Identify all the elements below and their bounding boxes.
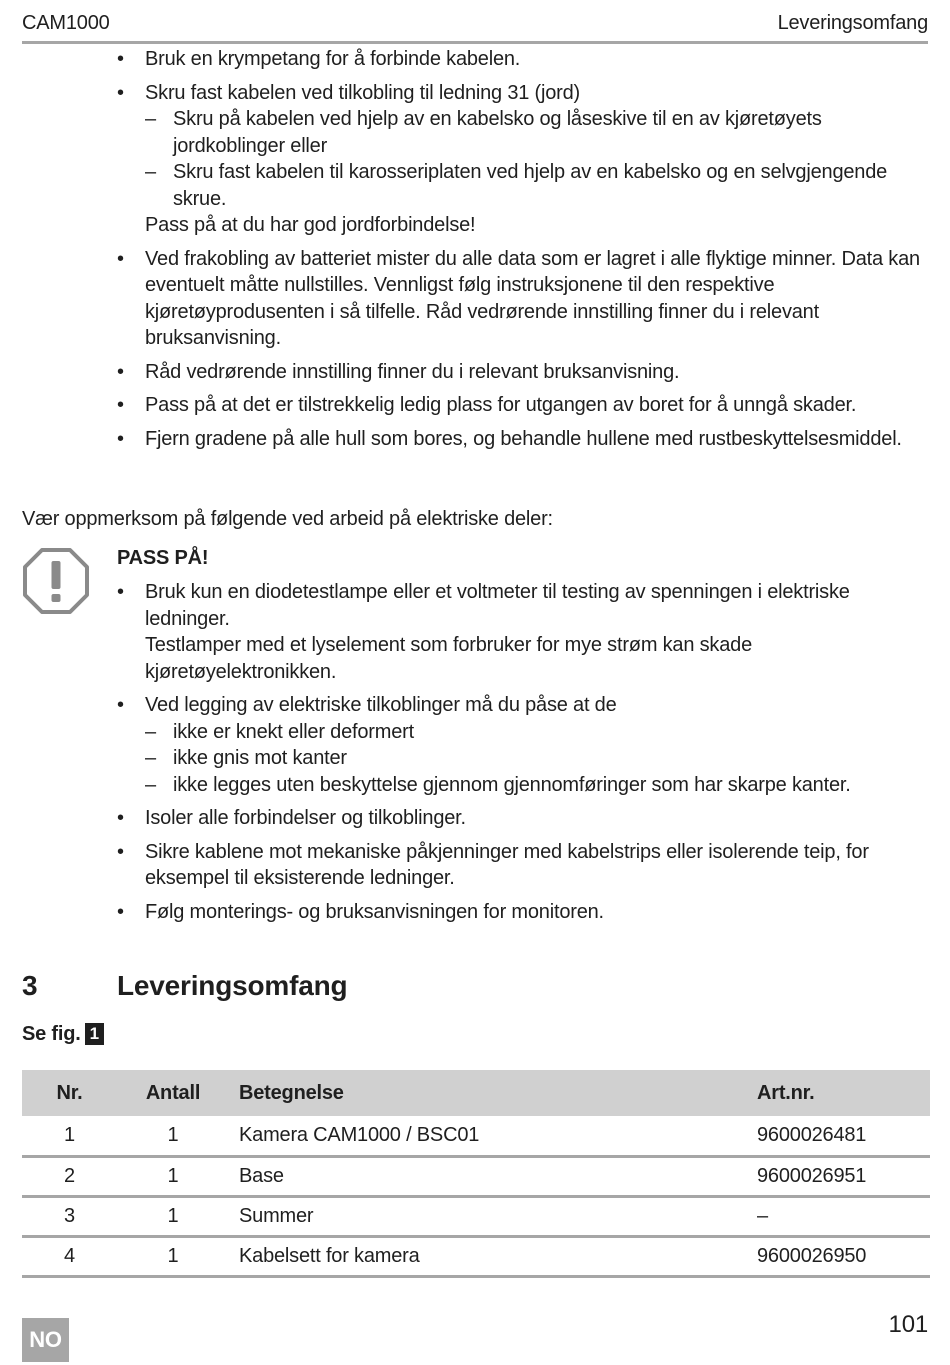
- list-item: [117, 359, 930, 386]
- cell-nr: 1: [22, 1116, 117, 1156]
- page-header: [22, 10, 928, 44]
- table-row: [22, 1236, 930, 1276]
- header-artnr: Art.nr.: [757, 1070, 930, 1116]
- cell-betegnelse: Summer: [229, 1196, 757, 1236]
- see-fig-label: Se fig.: [22, 1023, 81, 1045]
- list-item-text: Råd vedrørende innstilling finner du i relevant bruksanvisning.: [145, 360, 680, 383]
- list-item: [117, 692, 930, 798]
- list-item-note: Pass på at du har god jordforbindelse!: [145, 214, 476, 236]
- header-betegnelse: Betegnelse: [229, 1070, 757, 1116]
- scope-of-delivery-table: [22, 1070, 930, 1278]
- cell-antall: 1: [117, 1196, 229, 1236]
- sub-list: [145, 106, 930, 212]
- header-section: Leveringsomfang: [777, 12, 928, 34]
- list-item-text: Pass på at det er tilstrekkelig ledig plass for utgangen av boret for å unngå skader.: [145, 394, 857, 416]
- cell-antall: 1: [117, 1156, 229, 1196]
- cell-betegnelse: Kamera CAM1000 / BSC01: [229, 1116, 757, 1156]
- list-item-text: Ved frakobling av batteriet mister du alle data som er lagret i alle flyktige minner. Data kan eventuelt måtte nullstilles. Vennligst følg instruksjonene til den respektive kjøretøyprodusenten i så tilfelle. Råd vedrørende innstilling finner du i relevant bruksanvisning.: [145, 247, 920, 349]
- list-item-text: Fjern gradene på alle hull som bores, og behandle hullene med rustbeskyttelsesmiddel.: [145, 427, 902, 450]
- cell-antall: 1: [117, 1236, 229, 1276]
- list-item: [117, 46, 930, 73]
- list-item-text: Bruk en krympetang for å forbinde kabelen.: [145, 48, 521, 70]
- header-product: CAM1000: [22, 12, 110, 34]
- list-item: [117, 426, 930, 453]
- list-item-text: Ved legging av elektriske tilkoblinger må du påse at de: [145, 694, 617, 716]
- list-item: [117, 246, 930, 352]
- sub-list-item: – ikke legges uten beskyttelse gjennom gjennomføringer som har skarpe kanter.: [145, 772, 930, 799]
- cell-betegnelse: Base: [229, 1156, 757, 1196]
- cell-artnr: 9600026951: [757, 1156, 930, 1196]
- table-row: [22, 1196, 930, 1236]
- cell-nr: 4: [22, 1236, 117, 1276]
- table-row: [22, 1156, 930, 1196]
- cell-artnr: 9600026950: [757, 1236, 930, 1276]
- list-item-text: Sikre kablene mot mekaniske påkjenninger med kabelstrips eller isolerende teip, for eksempel til eksisterende ledninger.: [145, 840, 869, 889]
- list-item-text: Skru fast kabelen ved tilkobling til ledning 31 (jord): [145, 81, 581, 104]
- figure-reference: [22, 1021, 104, 1048]
- cell-betegnelse: Kabelsett for kamera: [229, 1236, 757, 1276]
- list-item-text: Følg monterings- og bruksanvisningen for monitoren.: [145, 900, 604, 923]
- list-item-text: Bruk kun en diodetestlampe eller et voltmeter til testing av spenningen i elektriske ledninger.: [145, 581, 850, 630]
- list-item: [117, 392, 930, 419]
- language-badge: NO: [22, 1318, 69, 1362]
- list-item: [117, 805, 930, 832]
- cell-antall: 1: [117, 1116, 229, 1156]
- header-antall: Antall: [117, 1070, 229, 1116]
- list-item: [117, 899, 930, 926]
- page-number: 101: [888, 1311, 928, 1338]
- cell-artnr: 9600026481: [757, 1116, 930, 1156]
- sub-list-item: – Skru fast kabelen til karosseriplaten ved hjelp av en kabelsko og en selvgjengende skrue.: [145, 159, 930, 212]
- header-nr: Nr.: [22, 1070, 117, 1116]
- warning-title: PASS PÅ!: [117, 547, 209, 569]
- list-item-text: Isoler alle forbindelser og tilkoblinger.: [145, 807, 466, 829]
- cell-nr: 3: [22, 1196, 117, 1236]
- list-item: [117, 839, 930, 892]
- sub-list: [145, 719, 930, 799]
- sub-list-item: – ikke gnis mot kanter: [145, 745, 930, 772]
- sub-list-item: – ikke er knekt eller deformert: [145, 719, 930, 746]
- cell-artnr: –: [757, 1196, 930, 1236]
- list-item: [117, 80, 930, 239]
- table-row: [22, 1116, 930, 1156]
- installation-notes-list: [117, 46, 930, 459]
- figure-number-badge: 1: [85, 1023, 104, 1045]
- list-item-note: Testlamper med et lyselement som forbruker for mye strøm kan skade kjøretøyelektronikken.: [145, 634, 753, 683]
- section-title: Leveringsomfang: [117, 970, 348, 1001]
- warning-list: [117, 579, 930, 932]
- sub-list-item: – Skru på kabelen ved hjelp av en kabelsko og låseskive til en av kjøretøyets jordkoblinger eller: [145, 106, 930, 159]
- electric-intro: Vær oppmerksom på følgende ved arbeid på elektriske deler:: [22, 508, 553, 530]
- cell-nr: 2: [22, 1156, 117, 1196]
- section-number: 3: [22, 970, 38, 1001]
- table-header-row: [22, 1070, 930, 1116]
- warning-octagon-icon: [22, 547, 90, 615]
- list-item: [117, 579, 930, 685]
